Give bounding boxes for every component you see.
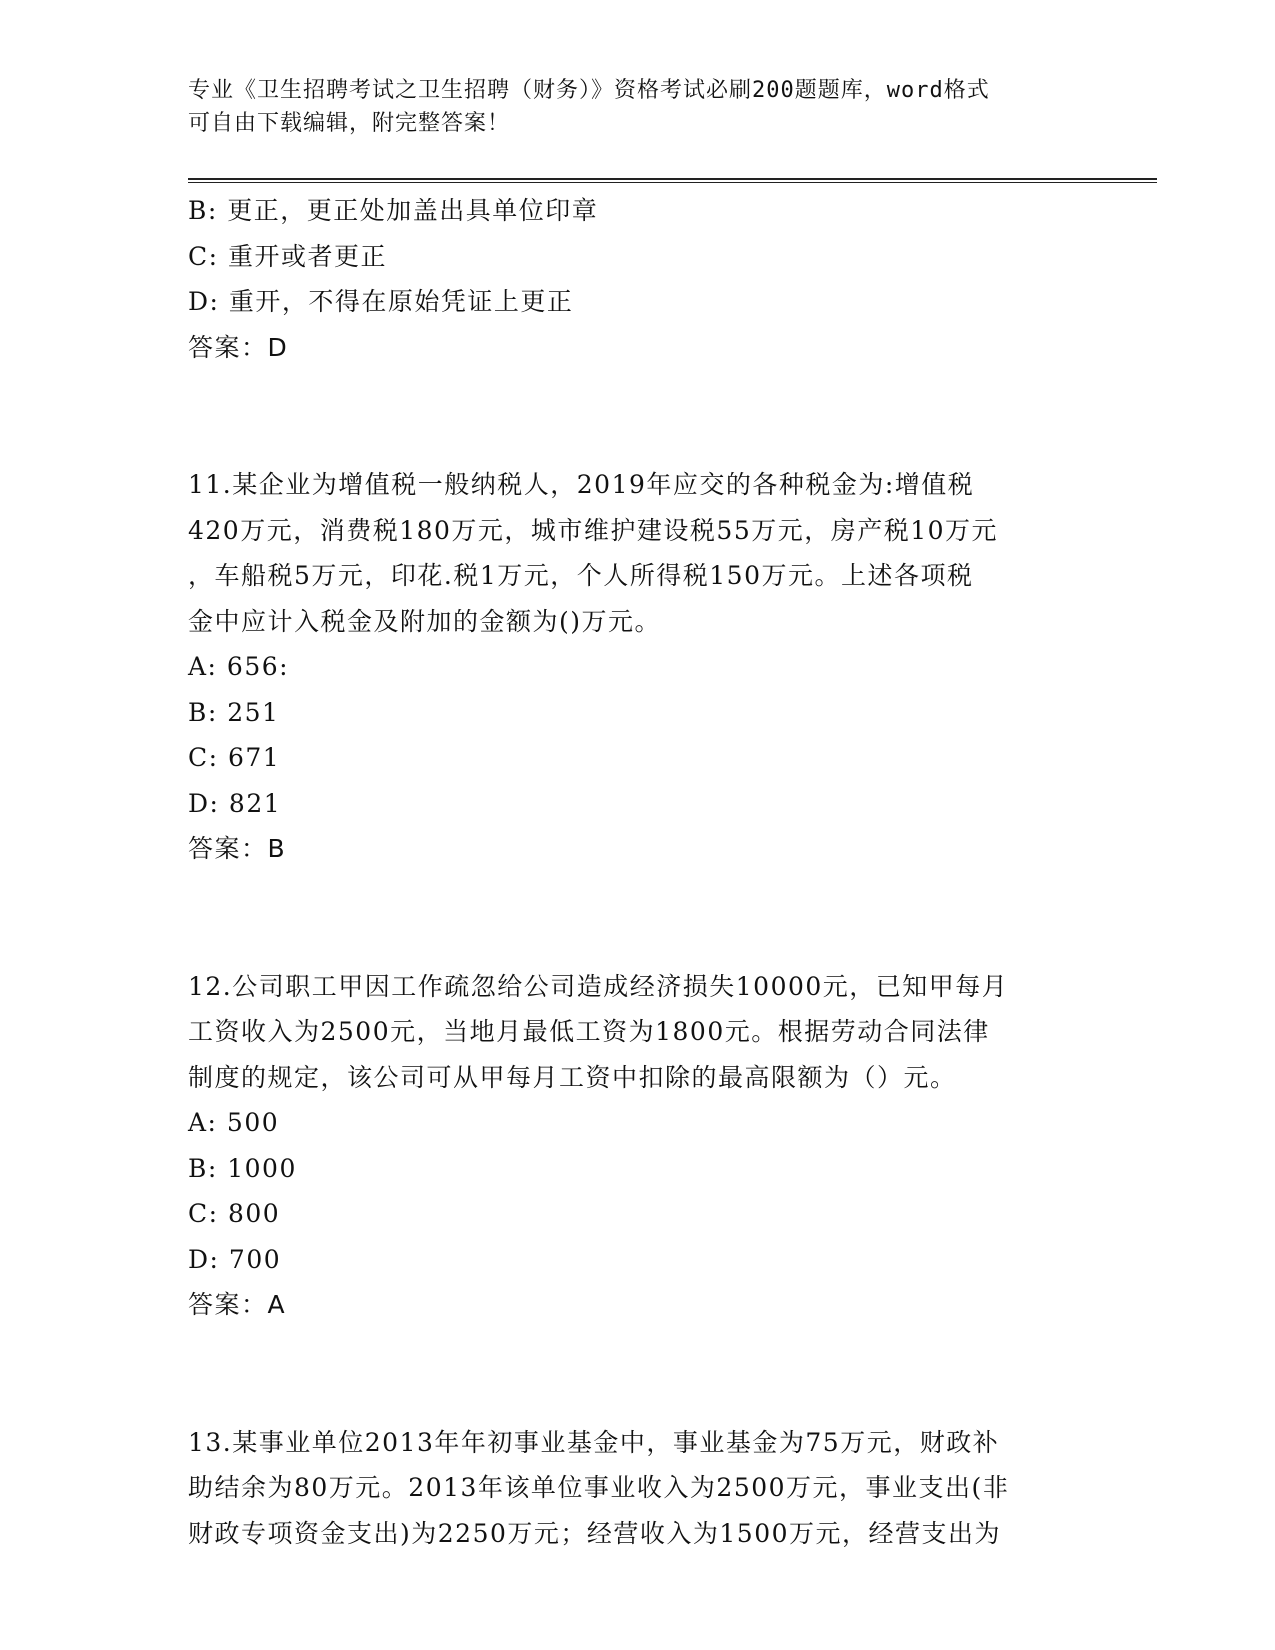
answer: 答案：D	[188, 332, 289, 362]
option-b: B: 251	[188, 697, 280, 727]
option-c: C: 800	[188, 1199, 281, 1228]
question-11	[188, 462, 1088, 872]
question-stem-line: 12.公司职工甲因工作疏忽给公司造成经济损失10000元，已知甲每月	[188, 971, 1009, 1001]
question-content	[188, 188, 1088, 1556]
header-divider	[188, 178, 1157, 180]
option-d: D: 821	[188, 788, 282, 818]
header-line: 可自由下载编辑，附完整答案！	[188, 111, 511, 136]
question-stem-line: 金中应计入税金及附加的金额为()万元。	[188, 606, 662, 636]
question-stem-line: 13.某事业单位2013年年初事业基金中，事业基金为75万元，财政补	[188, 1427, 1000, 1457]
question-stem-line: ，车船税5万元，印花.税1万元，个人所得税150万元。上述各项税	[188, 561, 974, 590]
option-b: B: 更正，更正处加盖出具单位印章	[188, 196, 599, 225]
header-line: 专业《卫生招聘考试之卫生招聘（财务）》资格考试必刷200题题库，word格式	[188, 78, 990, 103]
page-header	[188, 74, 1068, 140]
question-13	[188, 1420, 1088, 1557]
option-a: A: 656:	[188, 652, 290, 681]
question-stem-line: 420万元，消费税180万元，城市维护建设税55万元，房产税10万元	[188, 515, 999, 545]
option-d: D: 700	[188, 1244, 282, 1274]
question-10-tail	[188, 188, 1088, 370]
question-stem-line: 工资收入为2500元，当地月最低工资为1800元。根据劳动合同法律	[188, 1017, 990, 1046]
answer: 答案：A	[188, 1290, 287, 1319]
option-b: B: 1000	[188, 1153, 297, 1183]
question-stem-line: 助结余为80万元。2013年该单位事业收入为2500万元，事业支出(非	[188, 1473, 1010, 1502]
option-c: C: 重开或者更正	[188, 241, 387, 271]
option-a: A: 500	[188, 1108, 280, 1137]
header-divider-thin	[188, 182, 1157, 183]
question-stem-line: 制度的规定，该公司可从甲每月工资中扣除的最高限额为（）元。	[188, 1062, 957, 1092]
question-stem-line: 11.某企业为增值税一般纳税人，2019年应交的各种税金为:增值税	[188, 470, 975, 499]
option-d: D: 重开，不得在原始凭证上更正	[188, 287, 574, 316]
question-12	[188, 964, 1088, 1328]
option-c: C: 671	[188, 743, 281, 772]
answer: 答案：B	[188, 834, 287, 863]
question-stem-line: 财政专项资金支出)为2250万元；经营收入为1500万元，经营支出为	[188, 1518, 1002, 1548]
